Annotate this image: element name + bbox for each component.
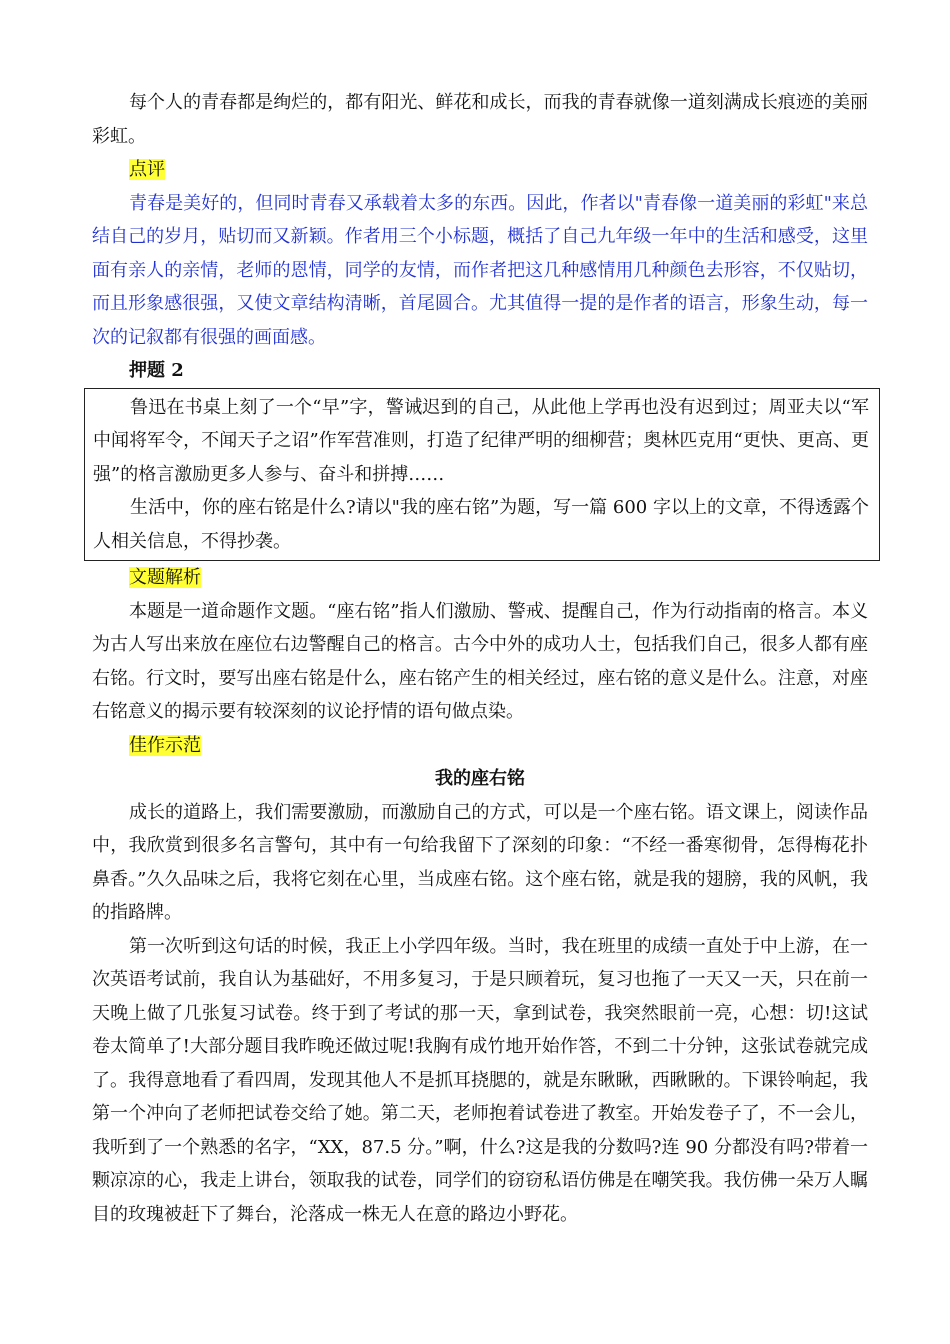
section-title: 押题 2 xyxy=(129,360,184,381)
essay-paragraph-1: 成长的道路上，我们需要激励，而激励自己的方式，可以是一个座右铭。语文课上，阅读作品中，我欣赏到很多名言警句，其中有一句给我留下了深刻的印象：“不经一番寒彻骨，怎得梅花扑鼻香。”久久品味之后，我将它刻在心里，当成座右铭。这个座右铭，就是我的翅膀，我的风帆，我的指路牌。 xyxy=(92,801,868,923)
example-label-line xyxy=(92,729,868,763)
comment-label-line xyxy=(92,153,868,187)
analysis-label-line xyxy=(92,561,868,595)
comment-label: 点评 xyxy=(129,159,165,180)
prompt-paragraph-1: 鲁迅在书桌上刻了一个“早”字，警诫迟到的自己，从此他上学再也没有迟到过；周亚夫以“军中闻将军令，不闻天子之诏”作军营准则，打造了纪律严明的细柳营；奥林匹克用“更快、更高、更强”的格言激励更多人参与、奋斗和拼搏…… xyxy=(93,396,869,485)
intro-paragraph: 每个人的青春都是绚烂的，都有阳光、鲜花和成长，而我的青春就像一道刻满成长痕迹的美丽彩虹。 xyxy=(92,92,868,147)
prompt-box xyxy=(84,388,880,562)
analysis-paragraph: 本题是一道命题作文题。“座右铭”指人们激励、警戒、提醒自己，作为行动指南的格言。本义为古人写出来放在座位右边警醒自己的格言。古今中外的成功人士，包括我们自己，很多人都有座右铭。行文时，要写出座右铭是什么，座右铭产生的相关经过，座右铭的意义是什么。注意，对座右铭意义的揭示要有较深刻的议论抒情的语句做点染。 xyxy=(92,600,868,722)
essay-paragraph-2: 第一次听到这句话的时候，我正上小学四年级。当时，我在班里的成绩一直处于中上游，在一次英语考试前，我自认为基础好，不用多复习，于是只顾着玩，复习也拖了一天又一天，只在前一天晚上做了几张复习试卷。终于到了考试的那一天，拿到试卷，我突然眼前一亮，心想：切!这试卷太简单了!大部分题目我昨晚还做过呢!我胸有成竹地开始作答，不到二十分钟，这张试卷就完成了。我得意地看了看四周，发现其他人不是抓耳挠腮的，就是东瞅瞅，西瞅瞅的。下课铃响起，我第一个冲向了老师把试卷交给了她。第二天，老师抱着试卷进了教室。开始发卷子了，不一会儿，我听到了一个熟悉的名字，“XX，87.5 分。”啊，什么?这是我的分数吗?连 90 分都没有吗?带着一颗凉凉的心，我走上讲台，领取我的试卷，同学们的窃窃私语仿佛是在嘲笑我。我仿佛一朵万人瞩目的玫瑰被赶下了舞台，沦落成一株无人在意的路边小野花。 xyxy=(92,935,868,1225)
prompt-paragraph-2: 生活中，你的座右铭是什么?请以"我的座右铭”为题，写一篇 600 字以上的文章，不得透露个人相关信息，不得抄袭。 xyxy=(93,497,869,552)
comment-paragraph: 青春是美好的，但同时青春又承载着太多的东西。因此，作者以"青春像一道美丽的彩虹"来总结自己的岁月，贴切而又新颖。作者用三个小标题，概括了自己九年级一年中的生活和感受，这里面有亲人的亲情，老师的恩情，同学的友情，而作者把这几种感情用几种颜色去形容，不仅贴切，而且形象感很强，又使文章结构清晰，首尾圆合。尤其值得一提的是作者的语言，形象生动，每一次的记叙都有很强的画面感。 xyxy=(92,192,868,348)
example-label: 佳作示范 xyxy=(129,734,201,756)
essay-title: 我的座右铭 xyxy=(435,768,525,789)
document-page xyxy=(92,86,868,1231)
analysis-label: 文题解析 xyxy=(129,567,201,588)
